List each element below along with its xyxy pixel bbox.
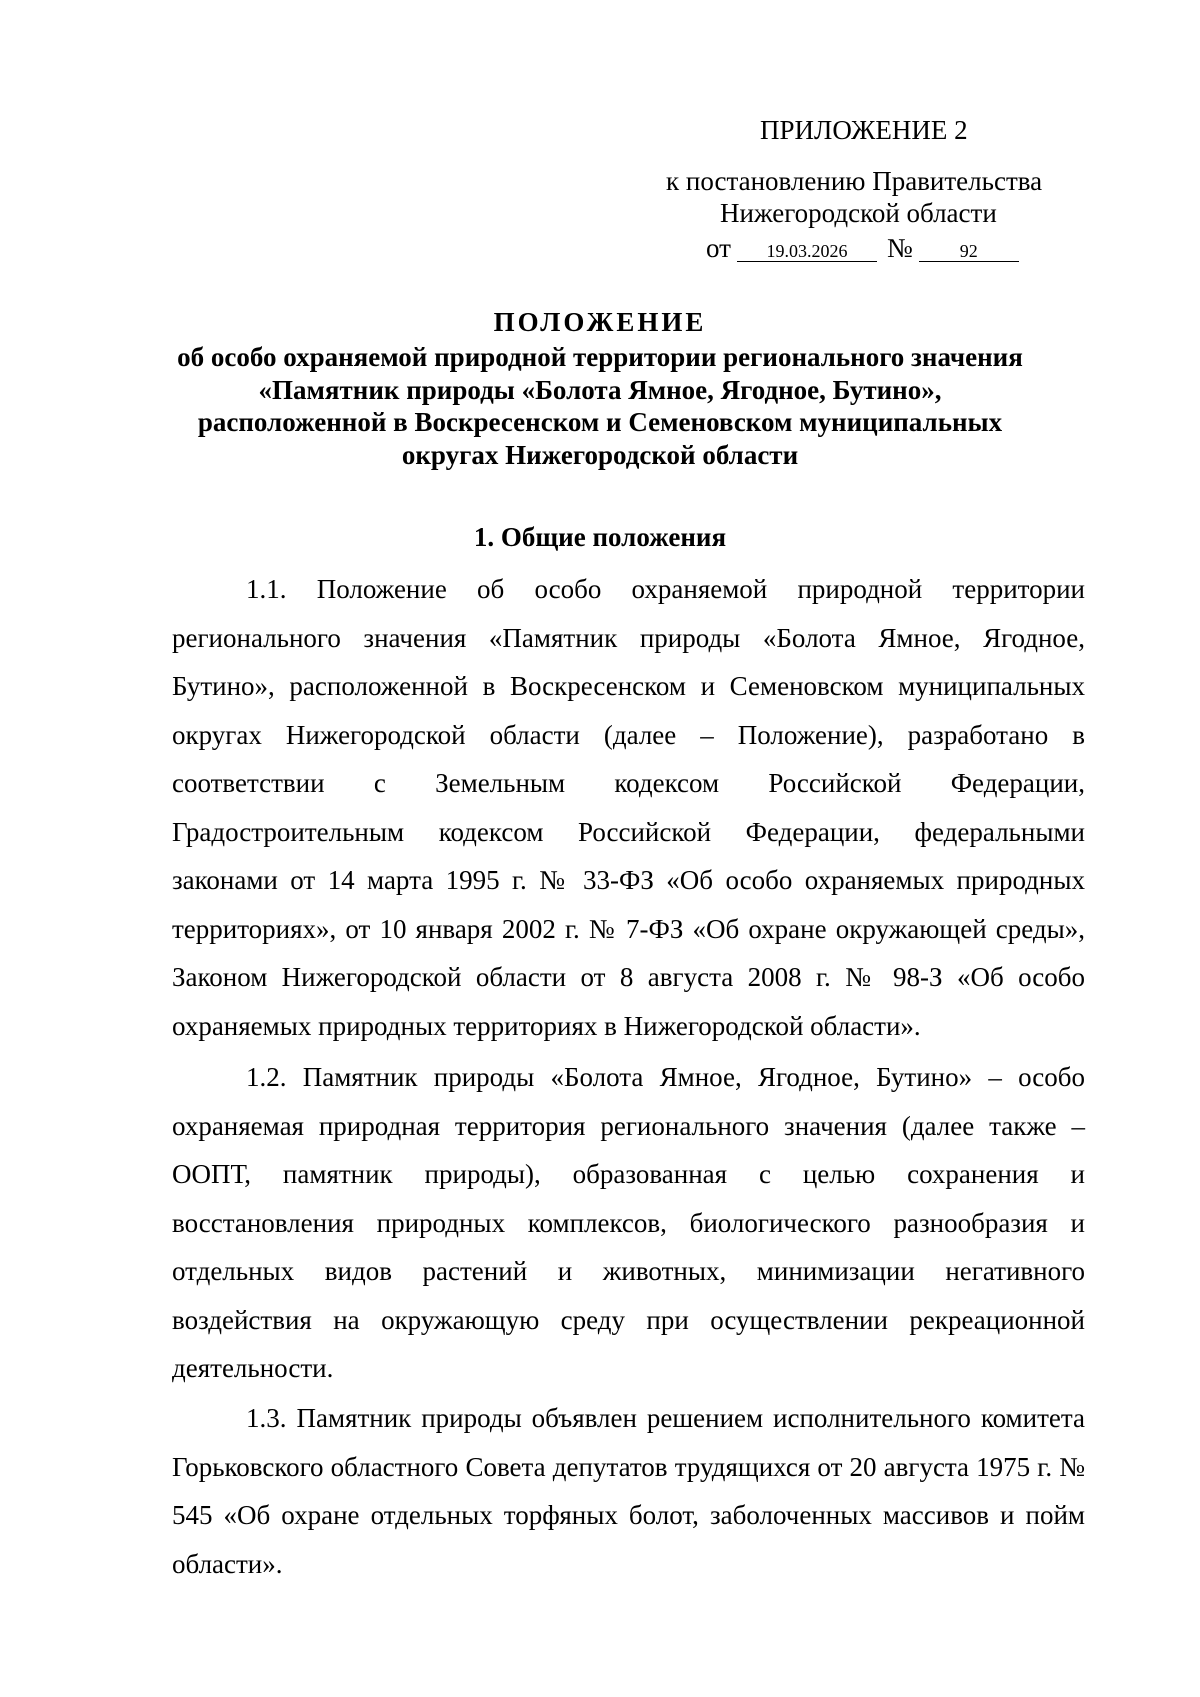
decree-date-number xyxy=(706,233,1019,264)
subtitle-line: об особо охраняемой природной территории регионального значения xyxy=(177,342,1023,372)
decree-reference: к постановлению Правительства xyxy=(666,166,1043,196)
number-sign: № xyxy=(886,233,913,263)
paragraph-1-1: 1.1. Положение об особо охраняемой природной территории регионального значения «Памятник природы «Болота Ямное, Ягодное, Бутино», расположенной в Воскресенском и Семеновском муниципальных округах Нижегородской области (далее – Положение), разработано в соответствии с Земельным кодексом Российской Федерации, Градостроительным кодексом Российской Федерации, федеральными законами от 14 марта 1995 г. № 33-ФЗ «Об особо охраняемых природных территориях», от 10 января 2002 г. № 7-ФЗ «Об охране окружающей среды», Законом Нижегородской области от 8 августа 2008 г. № 98-З «Об особо охраняемых природных территориях в Нижегородской области». xyxy=(172,574,1085,1041)
decree-number: 92 xyxy=(919,242,1019,262)
subtitle-line: расположенной в Воскресенском и Семеновском муниципальных xyxy=(197,407,1003,437)
subtitle-line: округах Нижегородской области xyxy=(401,439,799,470)
from-label: от xyxy=(706,233,731,263)
section-heading: 1. Общие положения xyxy=(473,522,727,552)
document-title: ПОЛОЖЕНИЕ xyxy=(493,307,707,337)
paragraph-1-2: 1.2. Памятник природы «Болота Ямное, Ягодное, Бутино» – особо охраняемая природная территория регионального значения (далее также – ООПТ, памятник природы), образованная с целью сохранения и восстановления природных комплексов, биологического разнообразия и отдельных видов растений и животных, минимизации негативного воздействия на окружающую среду при осуществлении рекреационной деятельности. xyxy=(172,1062,1085,1383)
subtitle-line: «Памятник природы «Болота Ямное, Ягодное, Бутино», xyxy=(258,374,942,405)
appendix-label: ПРИЛОЖЕНИЕ 2 xyxy=(760,115,968,145)
paragraph-1-3: 1.3. Памятник природы объявлен решением исполнительного комитета Горьковского областного Совета депутатов трудящихся от 20 августа 1975 г. № 545 «Об охране отдельных торфяных болот, заболоченных массивов и пойм области». xyxy=(172,1403,1085,1579)
document-subtitle xyxy=(150,341,1050,471)
decree-region: Нижегородской области xyxy=(720,198,997,228)
decree-date: 19.03.2026 xyxy=(737,242,877,262)
